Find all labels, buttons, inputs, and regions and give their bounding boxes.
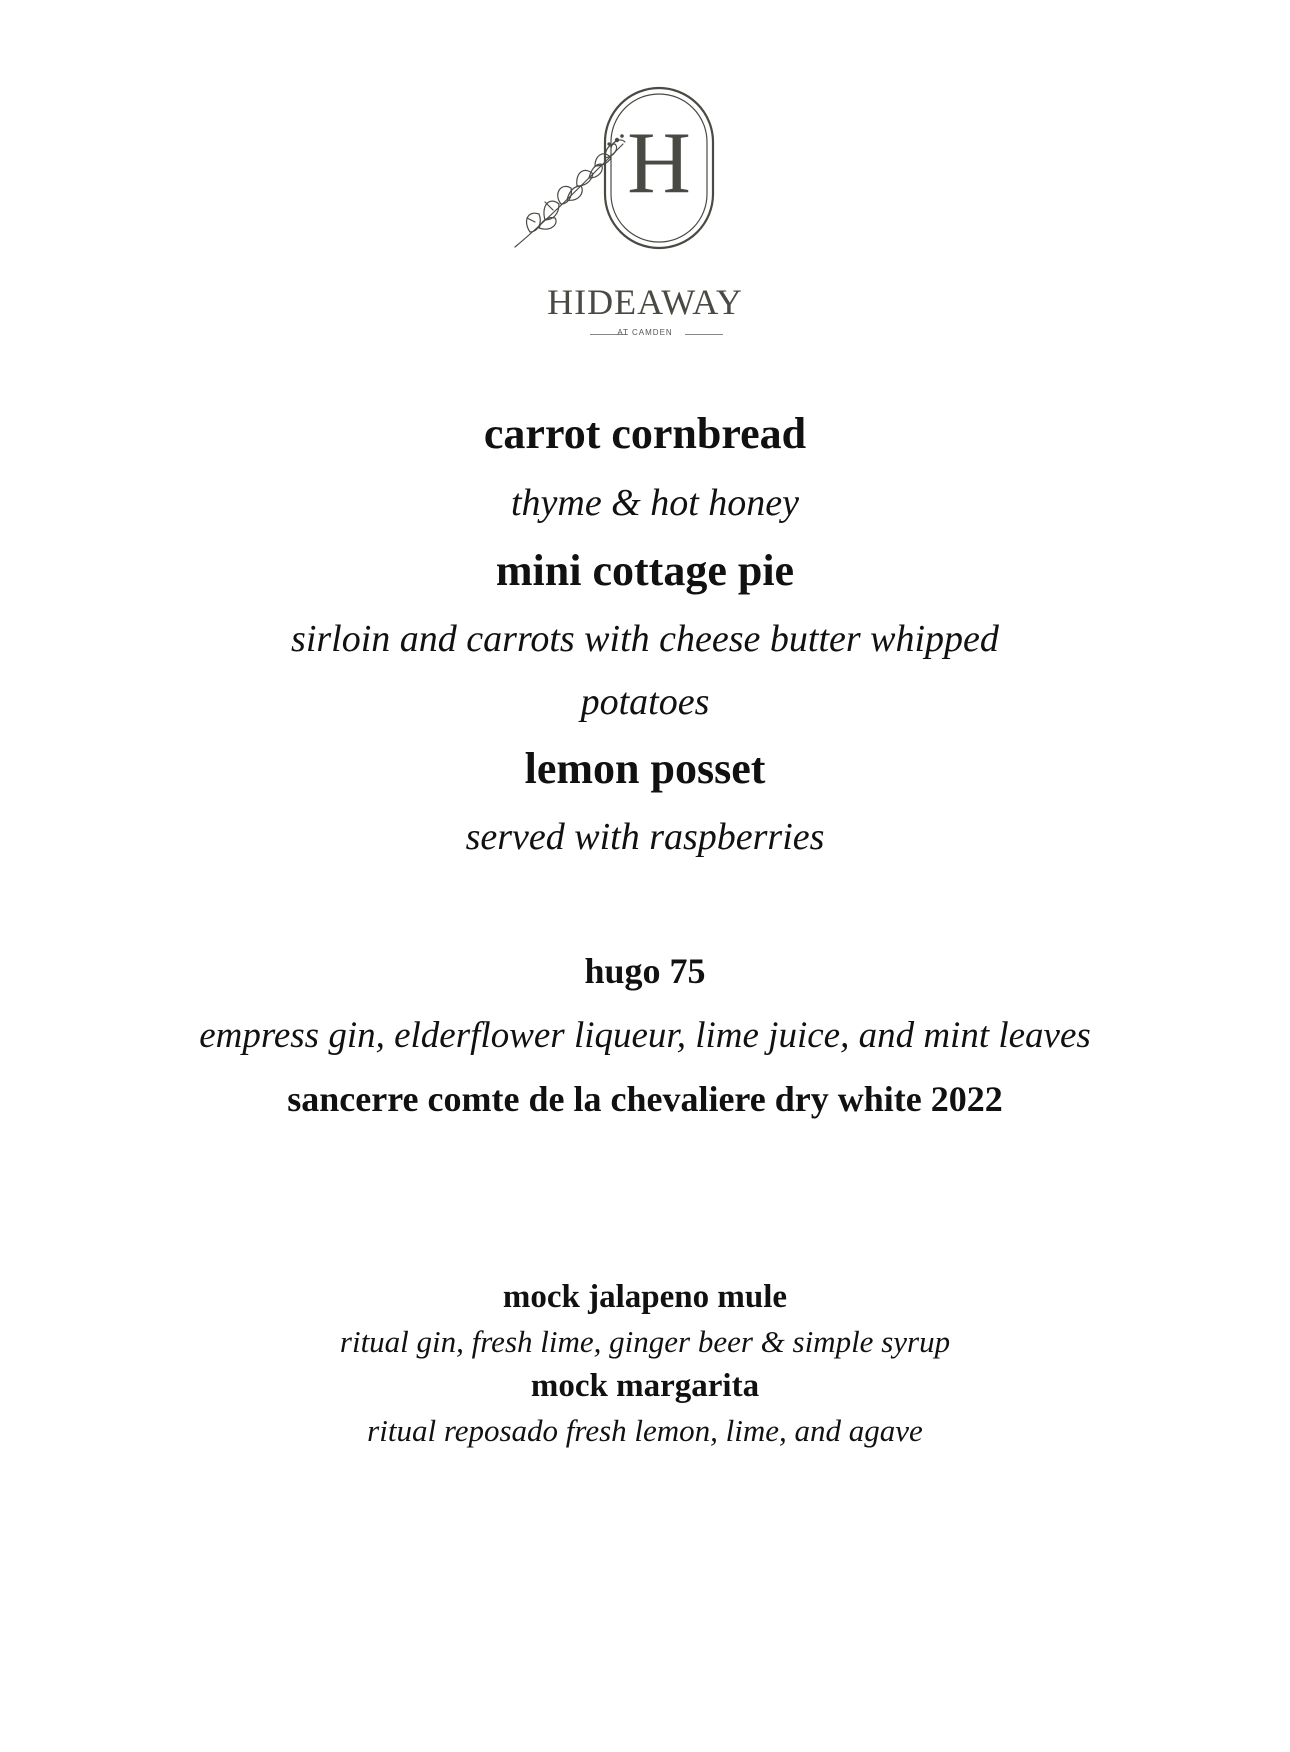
hideaway-logo [0, 0, 1290, 360]
wine-name: sancerre comte de la chevaliere dry white 2022 [287, 1079, 1003, 1119]
mocktail-name: mock margarita [530, 1368, 760, 1404]
mocktail-description: ritual reposado fresh lemon, lime, and agave [367, 1413, 923, 1448]
botanical-monogram-icon [505, 82, 725, 262]
logo-letter: H [627, 115, 691, 212]
course-description: thyme & hot honey [510, 482, 800, 524]
course-name: lemon posset [524, 744, 766, 793]
brand-subtitle: AT CAMDEN [617, 328, 673, 337]
mocktail-description: ritual gin, fresh lime, ginger beer & simple syrup [339, 1324, 951, 1359]
brand-rule-right [685, 334, 723, 335]
course-name: carrot cornbread [483, 409, 807, 458]
course-description: sirloin and carrots with cheese butter whipped [291, 618, 999, 660]
cocktail-description: empress gin, elderflower liqueur, lime juice, and mint leaves [199, 1015, 1091, 1056]
cocktail-name: hugo 75 [584, 951, 706, 991]
course-description-continued: potatoes [580, 681, 710, 723]
course-name: mini cottage pie [495, 546, 795, 595]
course-description: served with raspberries [465, 816, 825, 858]
mocktail-name: mock jalapeno mule [502, 1279, 788, 1315]
brand-name: HIDEAWAY [547, 282, 743, 322]
